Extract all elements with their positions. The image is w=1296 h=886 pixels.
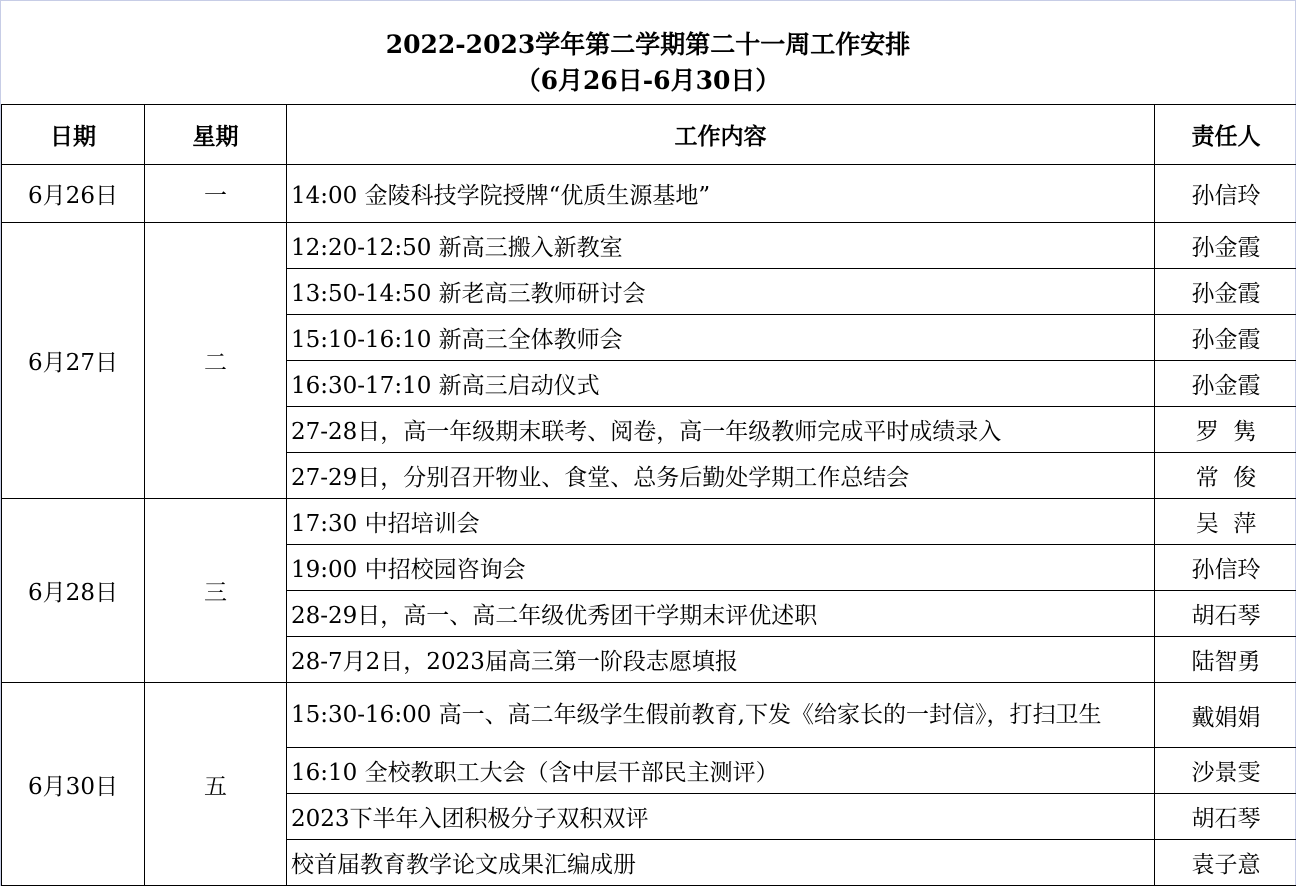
header-weekday: 星期 [145, 105, 287, 165]
task-cell: 15:10-16:10 新高三全体教师会 [287, 315, 1155, 361]
owner-cell: 孙金霞 [1155, 269, 1296, 315]
date-cell: 6月30日 [2, 683, 145, 886]
date-cell: 6月28日 [2, 499, 145, 683]
task-cell: 2023下半年入团积极分子双积双评 [287, 794, 1155, 840]
header-content: 工作内容 [287, 105, 1155, 165]
task-cell: 19:00 中招校园咨询会 [287, 545, 1155, 591]
owner-cell: 吴 萍 [1155, 499, 1296, 545]
owner-cell: 罗 隽 [1155, 407, 1296, 453]
task-cell: 27-29日，分别召开物业、食堂、总务后勤处学期工作总结会 [287, 453, 1155, 499]
task-cell: 16:10 全校教职工大会（含中层干部民主测评） [287, 748, 1155, 794]
owner-cell: 陆智勇 [1155, 637, 1296, 683]
table-row [2, 683, 1296, 748]
title-block [1, 1, 1295, 104]
page-title: 2022-2023学年第二学期第二十一周工作安排 [385, 30, 911, 59]
owner-cell: 胡石琴 [1155, 794, 1296, 840]
weekday-cell: 五 [145, 683, 287, 886]
schedule-table [1, 104, 1296, 886]
weekday-cell: 二 [145, 223, 287, 499]
owner-cell: 孙金霞 [1155, 315, 1296, 361]
header-date: 日期 [2, 105, 145, 165]
owner-cell: 戴娟娟 [1155, 683, 1296, 748]
weekday-cell: 三 [145, 499, 287, 683]
table-row [2, 499, 1296, 545]
date-cell: 6月27日 [2, 223, 145, 499]
owner-cell: 胡石琴 [1155, 591, 1296, 637]
table-row [2, 165, 1296, 223]
owner-cell: 沙景雯 [1155, 748, 1296, 794]
date-cell: 6月26日 [2, 165, 145, 223]
task-cell: 16:30-17:10 新高三启动仪式 [287, 361, 1155, 407]
task-cell: 27-28日，高一年级期末联考、阅卷，高一年级教师完成平时成绩录入 [287, 407, 1155, 453]
task-cell: 14:00 金陵科技学院授牌“优质生源基地” [287, 165, 1155, 223]
task-cell: 28-7月2日，2023届高三第一阶段志愿填报 [287, 637, 1155, 683]
header-owner: 责任人 [1155, 105, 1296, 165]
owner-cell: 袁子意 [1155, 840, 1296, 886]
task-cell: 28-29日，高一、高二年级优秀团干学期末评优述职 [287, 591, 1155, 637]
owner-cell: 孙金霞 [1155, 223, 1296, 269]
task-cell: 12:20-12:50 新高三搬入新教室 [287, 223, 1155, 269]
task-cell: 15:30-16:00 高一、高二年级学生假前教育,下发《给家长的一封信》，打扫卫生 [287, 683, 1155, 748]
table-row [2, 223, 1296, 269]
header-row [2, 105, 1296, 165]
date-range-subtitle: （6月26日-6月30日） [515, 66, 781, 95]
owner-cell: 孙信玲 [1155, 165, 1296, 223]
owner-cell: 常 俊 [1155, 453, 1296, 499]
task-cell: 13:50-14:50 新老高三教师研讨会 [287, 269, 1155, 315]
task-cell: 17:30 中招培训会 [287, 499, 1155, 545]
task-cell: 校首届教育教学论文成果汇编成册 [287, 840, 1155, 886]
owner-cell: 孙金霞 [1155, 361, 1296, 407]
weekday-cell: 一 [145, 165, 287, 223]
owner-cell: 孙信玲 [1155, 545, 1296, 591]
